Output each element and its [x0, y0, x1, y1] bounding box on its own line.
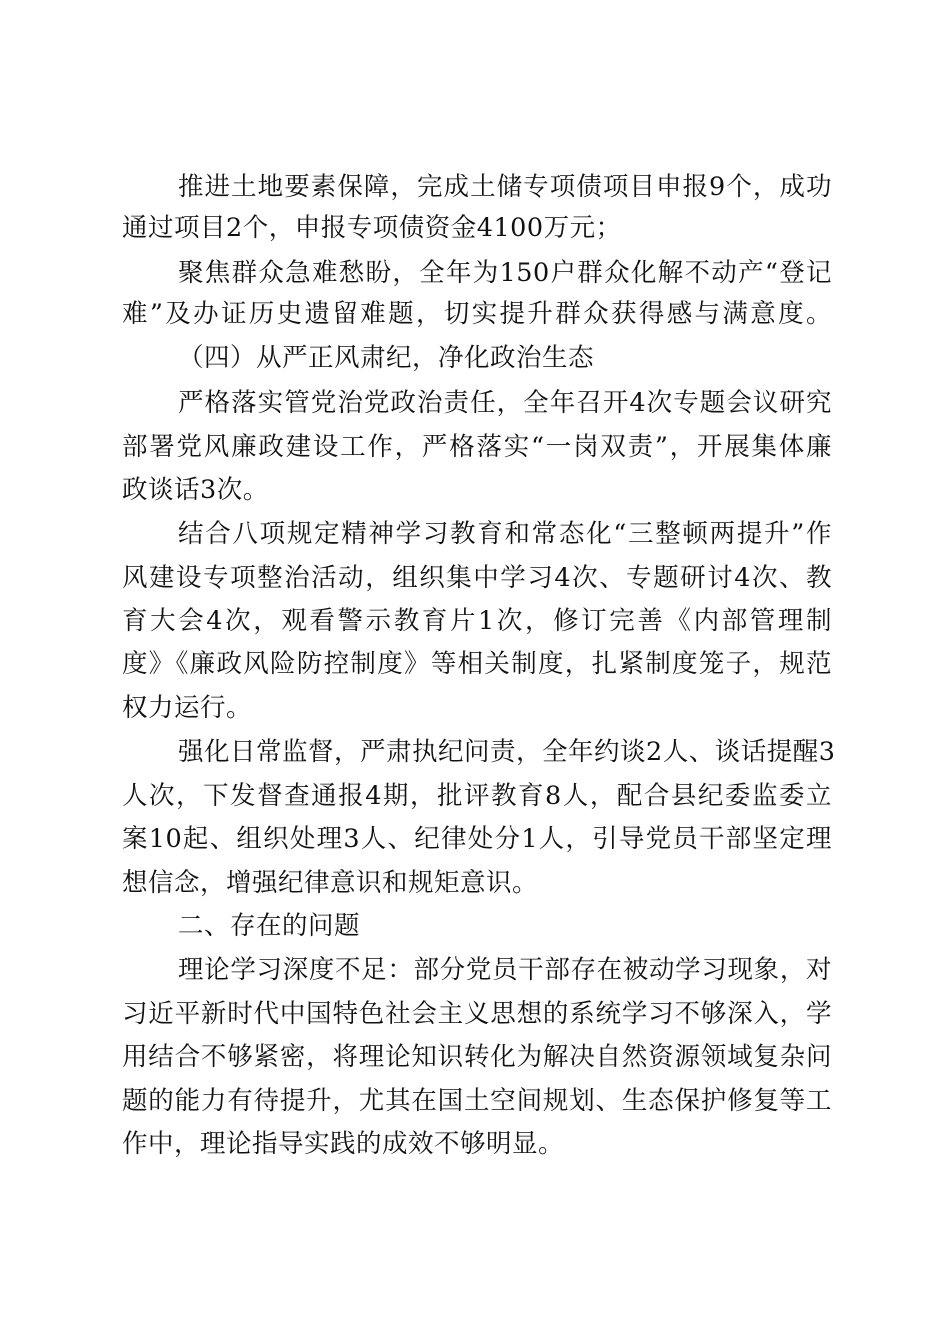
paragraph-line: 通过项目2个，申报专项债资金4100万元；: [122, 213, 622, 243]
section-heading: （四）从严正风肃纪，净化政治生态: [178, 343, 595, 373]
paragraph-line: 理论学习深度不足：部分党员干部存在被动学习现象，对: [178, 955, 832, 985]
paragraph-line: 用结合不够紧密，将理论知识转化为解决自然资源领域复杂问: [122, 1042, 832, 1072]
paragraph-line: 度》《廉政风险防控制度》等相关制度，扎紧制度笼子，规范: [122, 649, 832, 679]
paragraph-line: 育大会4次，观看警示教育片1次，修订完善《内部管理制: [122, 606, 832, 636]
paragraph-line: 风建设专项整治活动，组织集中学习4次、专题研讨4次、教: [122, 563, 832, 593]
paragraph-line: 想信念，增强纪律意识和规矩意识。: [122, 868, 539, 898]
paragraph-line: 案10起、组织处理3人、纪律处分1人，引导党员干部坚定理: [122, 824, 832, 854]
paragraph-line: 作中，理论指导实践的成效不够明显。: [122, 1129, 565, 1159]
paragraph-line: 人次，下发督查通报4期，批评教育8人，配合县纪委监委立: [122, 781, 832, 811]
paragraph-line: 习近平新时代中国特色社会主义思想的系统学习不够深入，学: [122, 999, 832, 1029]
paragraph-line: 严格落实管党治党政治责任，全年召开4次专题会议研究: [178, 388, 832, 418]
paragraph-line: 推进土地要素保障，完成土储专项债项目申报9个，成功: [178, 172, 832, 202]
paragraph-line: 聚焦群众急难愁盼，全年为150户群众化解不动产“登记: [178, 258, 832, 288]
paragraph-line: 部署党风廉政建设工作，严格落实“一岗双责”，开展集体廉: [122, 432, 832, 462]
paragraph-line: 题的能力有待提升，尤其在国土空间规划、生态保护修复等工: [122, 1086, 832, 1116]
paragraph-line: 政谈话3次。: [122, 475, 269, 505]
paragraph-line: 难”及办证历史遗留难题，切实提升群众获得感与满意度。: [122, 299, 832, 329]
section-heading: 二、存在的问题: [178, 911, 361, 941]
paragraph-line: 结合八项规定精神学习教育和常态化“三整顿两提升”作: [178, 519, 832, 549]
paragraph-line: 强化日常监督，严肃执纪问责，全年约谈2人、谈话提醒3: [178, 737, 836, 767]
paragraph-line: 权力运行。: [122, 693, 253, 723]
